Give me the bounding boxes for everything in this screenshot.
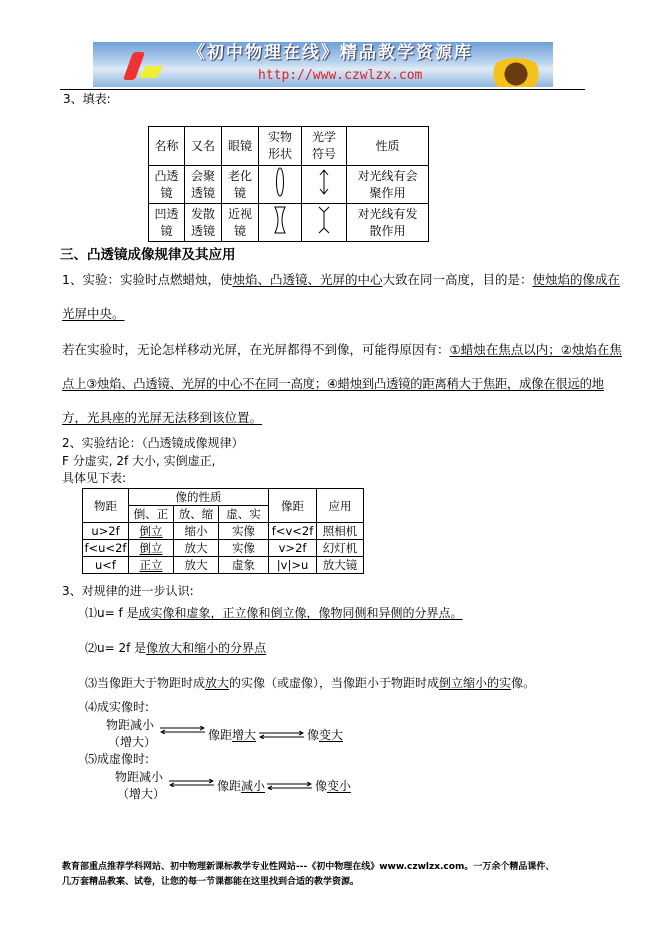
header-cell: 放、缩 (174, 506, 219, 523)
virtual-image-distance: 像距减小 (217, 779, 266, 793)
cell: f<v<2f (269, 523, 317, 540)
real-image-size: 像变大 (307, 728, 344, 742)
answer-blank: 减小 (241, 779, 266, 793)
header-cell: 倒、正 (129, 506, 174, 523)
banner-url: http://www.czwlzx.com (258, 68, 423, 83)
table-row (149, 166, 429, 204)
cell: 正立 (129, 557, 174, 574)
header-cell: 性质 (347, 127, 429, 166)
cell: 幻灯机 (317, 540, 364, 557)
cell: 凹透镜 (149, 204, 185, 242)
cell: 发散透镜 (185, 204, 222, 242)
header-cell: 应用 (317, 489, 364, 523)
cell: |v|>u (269, 557, 317, 574)
header-banner (93, 42, 553, 87)
cell: 实像 (219, 540, 269, 557)
header-cell: 又名 (185, 127, 222, 166)
object-distance-increase: （增大） (108, 735, 157, 749)
logo-accent-icon (139, 66, 164, 78)
object-distance-decrease: 物距减小 (106, 718, 155, 732)
paragraph-reasons: 若在实验时，无论怎样移动光屏，在光屏都得不到像，可能得原因有：①蜡烛在焦点以内；②烛焰在焦 (62, 342, 622, 357)
point-2: ⑵u= 2f 是像放大和缩小的分界点 (85, 641, 267, 655)
cell: 对光线有发散作用 (347, 204, 429, 242)
cell: 实像 (219, 523, 269, 540)
double-arrow-icon (267, 782, 312, 790)
cell: 放大 (174, 540, 219, 557)
cell: 对光线有会聚作用 (347, 166, 429, 204)
double-arrow-icon (169, 779, 214, 787)
paragraph-experiment: 1、实验：实验时点燃蜡烛，使烛焰、凸透镜、光屏的中心大致在同一高度，目的是：使烛焰的像成在 (62, 272, 621, 287)
footer-line-2: 几万套精品教案、试卷，让您的每一节课都能在这里找到合适的教学资源。 (62, 877, 360, 887)
header-cell: 名称 (149, 127, 185, 166)
answer-blank: ①蜡烛在焦点以内；②烛焰在焦 (449, 342, 622, 357)
table-row (83, 540, 364, 557)
sunflower-icon (488, 58, 544, 87)
answer-blank: 点上③烛焰、凸透镜、光屏的中心不在同一高度；④蜡烛到凸透镜的距离稍大于焦距，成像在很远的地 (62, 377, 604, 391)
header-cell: 眼镜 (222, 127, 259, 166)
real-image-distance: 像距增大 (208, 728, 257, 742)
table-row (83, 523, 364, 540)
cell: 放大 (174, 557, 219, 574)
answer-blank: 成实像和虚象，正立像和倒立像，像物同侧和异侧的分界点。 (138, 606, 463, 620)
banner-title: 《初中物理在线》精品教学资源库 (188, 43, 473, 63)
cell: u>2f (83, 523, 129, 540)
table-row (83, 557, 364, 574)
point-1: ⑴u= f 是成实像和虚象，正立像和倒立像，像物同侧和异侧的分界点。 (85, 606, 463, 620)
cell: 缩小 (174, 523, 219, 540)
table-row (149, 204, 429, 242)
section-fill-table-label: 3、填表: (63, 92, 111, 106)
answer-blank: 烛焰、凸透镜、光屏的中心 (232, 272, 383, 287)
conclusion-title: 2、实验结论：（凸透镜成像规律） (62, 436, 244, 450)
answer-blank: 倒立缩小的实 (439, 676, 512, 690)
answer-blank: 光屏中央。 (62, 306, 125, 321)
cell: 凸透镜 (149, 166, 185, 204)
header-cell: 光学符号 (302, 127, 347, 166)
imaging-rule-table (82, 488, 364, 574)
section-heading: 三、凸透镜成像规律及其应用 (60, 247, 236, 263)
virtual-image-size: 像变小 (315, 779, 352, 793)
cell: 近视镜 (222, 204, 259, 242)
answer-blank: 像放大和缩小的分界点 (146, 641, 267, 655)
convex-lens-icon (259, 166, 302, 204)
answer-blank: 变大 (319, 728, 344, 742)
cell: 倒立 (129, 540, 174, 557)
cell: 会聚透镜 (185, 166, 222, 204)
cell: 老化镜 (222, 166, 259, 204)
header-cell: 物距 (83, 489, 129, 523)
answer-blank: 增大 (232, 728, 257, 742)
header-cell: 像的性质 (129, 489, 269, 506)
header-cell: 虚、实 (219, 506, 269, 523)
cell: 照相机 (317, 523, 364, 540)
double-arrow-icon (160, 726, 205, 734)
cell: u<f (83, 557, 129, 574)
convex-symbol-icon (302, 166, 347, 204)
point-5: ⑸成虚像时: (85, 752, 150, 766)
answer-blank: 放大 (205, 676, 230, 690)
answer-blank: 方，光具座的光屏无法移到该位置。 (62, 410, 263, 425)
header-cell: 实物形状 (259, 127, 302, 166)
see-table-label: 具体见下表: (62, 471, 127, 485)
cell: 虚象 (219, 557, 269, 574)
cell: 倒立 (129, 523, 174, 540)
concave-symbol-icon (302, 204, 347, 242)
object-distance-decrease: 物距减小 (115, 770, 164, 784)
point-4: ⑷成实像时: (85, 700, 150, 714)
answer-blank: 变小 (327, 779, 352, 793)
point-3: ⑶当像距大于物距时成放大的实像（或虚像），当像距小于物距时成倒立缩小的实像。 (85, 676, 536, 690)
concave-lens-icon (259, 204, 302, 242)
cell: f<u<2f (83, 540, 129, 557)
cell: 放大镜 (317, 557, 364, 574)
lens-table (148, 126, 429, 242)
cell: v>2f (269, 540, 317, 557)
double-arrow-icon (259, 731, 304, 739)
header-divider (60, 89, 585, 90)
conclusion-rule: F 分虚实, 2f 大小, 实倒虚正, (62, 454, 216, 468)
footer-line-1: 教育部重点推荐学科网站、初中物理新课标教学专业性网站---《初中物理在线》www.czwlzx.com。一万余个精品课件、 (62, 862, 555, 872)
answer-blank: 使烛焰的像成在 (532, 272, 621, 287)
object-distance-increase: （增大） (117, 787, 166, 801)
header-cell: 像距 (269, 489, 317, 523)
further-understanding-title: 3、对规律的进一步认识: (62, 584, 194, 598)
